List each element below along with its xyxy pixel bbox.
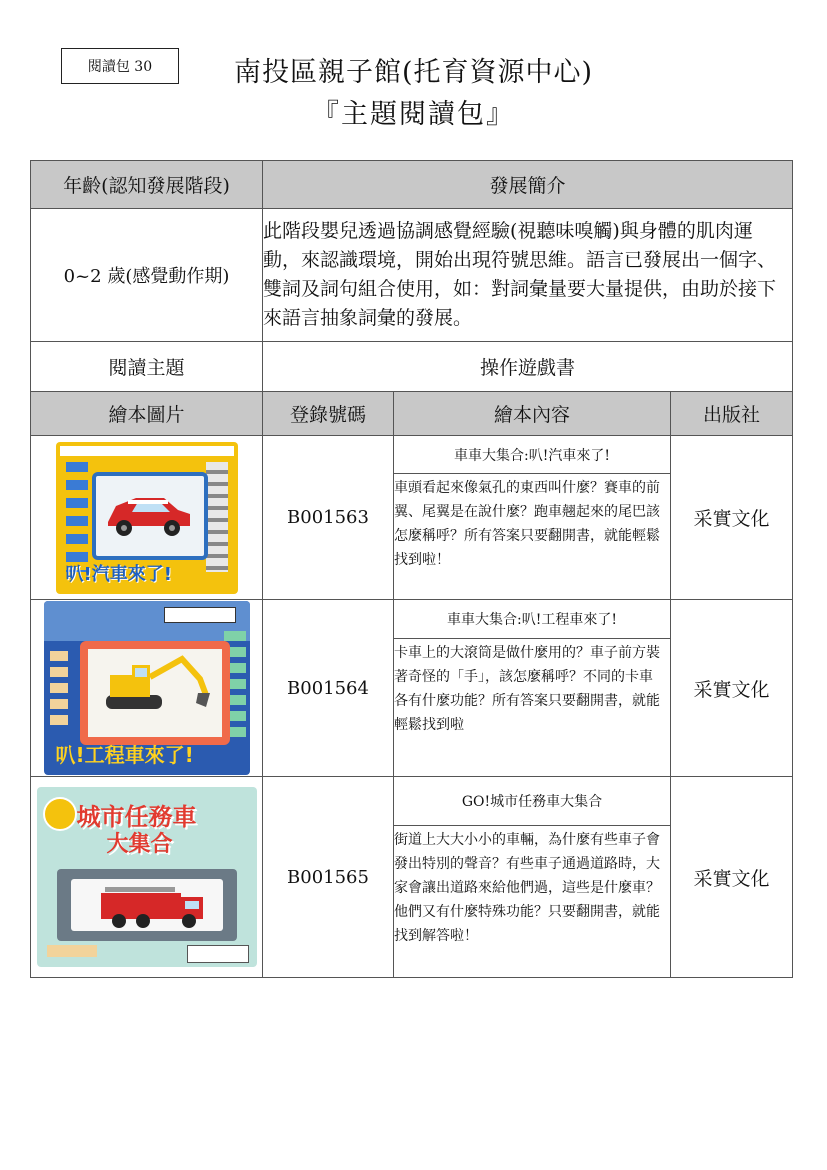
age-header: 年齡(認知發展階段) [31, 161, 263, 209]
cover-title-line1: 城市任務車 [76, 803, 197, 831]
book-code: B001563 [263, 436, 394, 600]
book-code: B001564 [263, 600, 394, 777]
book-content-cell [394, 600, 671, 777]
excavator-illustration-icon [96, 655, 212, 721]
table-row [31, 436, 793, 600]
book-title: 車車大集合:叭!工程車來了! [394, 600, 670, 639]
book-cover-cell [31, 777, 263, 978]
book-description: 街道上大大小小的車輛，為什麼有些車子會發出特別的聲音？有些車子通過道路時，大家會讓出道路來給他們過，這些是什麼車？他們又有什麼特殊功能？只要翻開書，就能找到解答啦！ [394, 832, 660, 944]
reading-pack-tag: 閱讀包 30 [61, 48, 179, 84]
book-content-cell [394, 777, 671, 978]
table-row [31, 600, 793, 777]
book-description: 卡車上的大滾筒是做什麼用的？車子前方裝著奇怪的「手」，該怎麼稱呼？不同的卡車各有什麼功能？所有答案只要翻開書，就能輕鬆找到啦 [394, 645, 660, 733]
book-cover-excavator [44, 601, 250, 775]
content-column-header: 繪本內容 [394, 392, 671, 436]
book-code: B001565 [263, 777, 394, 978]
book-cover-cell [31, 600, 263, 777]
book-cover-city-vehicles [37, 787, 257, 967]
development-header: 發展簡介 [263, 161, 793, 209]
car-illustration-icon [102, 492, 194, 538]
reading-pack-table [30, 160, 793, 978]
book-publisher: 采實文化 [671, 777, 793, 978]
book-publisher: 采實文化 [671, 600, 793, 777]
page-subtitle: 『主題閱讀包』 [312, 99, 515, 130]
page-title: 南投區親子館(托育資源中心) [233, 57, 594, 88]
cover-title: 叭!工程車來了! [55, 743, 194, 767]
book-publisher: 采實文化 [671, 436, 793, 600]
image-column-header: 繪本圖片 [31, 392, 263, 436]
book-cover-cell [31, 436, 263, 600]
book-description: 車頭看起來像氣孔的東西叫什麼？賽車的前翼、尾翼是在說什麼？跑車翹起來的尾巴該怎麼稱呼？所有答案只要翻開書，就能輕鬆找到啦！ [394, 480, 660, 568]
publisher-column-header: 出版社 [671, 392, 793, 436]
fire-truck-illustration-icon [97, 883, 207, 929]
book-title: 車車大集合:叭!汽車來了! [394, 436, 670, 474]
table-row [31, 777, 793, 978]
development-text: 此階段嬰兒透過協調感覺經驗(視聽味嗅觸)與身體的肌肉運動，來認識環境，開始出現符號思維。語言已發展出一個字、雙詞及詞句組合使用，如：對詞彙量要大量提供，由助於接下來語言抽象詞彙的發展。 [263, 209, 793, 342]
theme-label: 閱讀主題 [31, 342, 263, 392]
cover-title-line2: 大集合 [106, 832, 173, 857]
book-title: GO!城市任務車大集合 [394, 777, 670, 826]
cover-title: 叭!汽車來了! [65, 563, 172, 585]
book-content-cell [394, 436, 671, 600]
book-cover-car [56, 442, 238, 594]
code-column-header: 登錄號碼 [263, 392, 394, 436]
age-value: 0~2 歲(感覺動作期) [31, 209, 263, 342]
theme-value: 操作遊戲書 [263, 342, 793, 392]
